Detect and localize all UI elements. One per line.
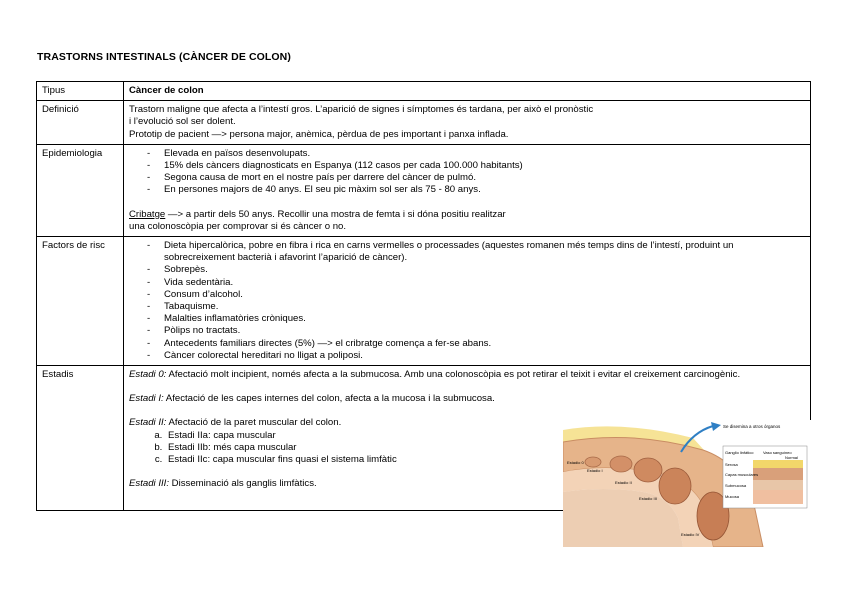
label-estadio-3: Estadio III (639, 496, 657, 501)
label-estadis: Estadis (37, 366, 124, 511)
list-item: - En persones majors de 40 anys. El seu pic màxim sol ser als 75 - 80 anys. (147, 184, 806, 196)
label-estadio-1: Estadio I (587, 468, 603, 473)
list-item: - Elevada en països desenvolupats. (147, 148, 806, 160)
epidemiologia-list (129, 148, 806, 197)
estadi-3-term: Estadi III: (129, 478, 169, 490)
tumor-stage-0 (585, 457, 601, 467)
list-item: - Consum d’alcohol. (147, 289, 806, 301)
factors-content (124, 237, 811, 366)
factors-list (129, 240, 806, 362)
table-header-row (37, 82, 811, 101)
list-item: - Antecedents familiars directes (5%) —> el cribratge comença a fer-se abans. (147, 338, 806, 350)
illustration-caption: Se disemina a otros órganos (723, 424, 781, 429)
header-cancer-de-colon: Càncer de colon (124, 82, 811, 101)
arrow-icon (711, 422, 721, 431)
row-factors-de-risc (37, 237, 811, 366)
list-item: a. Estadi IIa: capa muscular (165, 430, 806, 442)
tumor-stage-3 (659, 468, 691, 504)
tumor-stage-2 (634, 458, 662, 482)
list-item: - Dieta hipercalòrica, pobre en fibra i rica en carns vermelles o processades (aquestes romanen més temps dins de l’intestí, produint un sobrecreixement bacterià i afavorint l’aparició de càncer). (147, 240, 806, 264)
estadi-0-text: Afectació molt incipient, només afecta a la submucosa. Amb una colonoscòpia es pot retirar el teixit i evitar el creixement carcinogènic. (166, 369, 741, 381)
label-estadio-2: Estadio II (615, 480, 632, 485)
cribatge-term: Cribatge (129, 208, 166, 220)
layers-inset (723, 446, 807, 508)
list-item: c. Estadi IIc: capa muscular fins quasi el sistema limfàtic (165, 454, 806, 466)
label-capas: Capas musculares (725, 472, 759, 477)
estadi-0 (129, 369, 806, 381)
label-serosa: Serosa (725, 462, 738, 467)
epidemiologia-content (124, 144, 811, 236)
label-mucosa: Mucosa (725, 494, 740, 499)
row-epidemiologia (37, 144, 811, 236)
cribatge-text: —> a partir dels 50 anys. Recollir una mostra de femta i si dóna positiu realitzar (165, 208, 506, 220)
estadi-0-term: Estadi 0: (129, 369, 167, 381)
list-item: - Sobrepès. (147, 264, 806, 276)
cribatge-line: una colonoscòpia per comprovar si és càncer o no. (129, 220, 347, 232)
label-submucosa: Submucosa (725, 483, 747, 488)
list-item: b. Estadi IIb: més capa muscular (165, 442, 806, 454)
list-item: - Pòlips no tractats. (147, 325, 806, 337)
list-item: - Segona causa de mort en el nostre país per darrere del càncer de pulmó. (147, 172, 806, 184)
label-normal: Normal (785, 455, 798, 460)
tumor-stage-1 (610, 456, 632, 472)
row-definicio (37, 101, 811, 145)
definicio-line: Trastorn maligne que afecta a l’intestí gros. L’aparició de signes i símptomes és tardana, per això el pronòstic (129, 104, 594, 116)
label-factors-de-risc: Factors de risc (37, 237, 124, 366)
definicio-line: i l’evolució sol ser dolent. (129, 116, 236, 128)
label-ganglio: Ganglio linfático (725, 450, 754, 455)
cribatge-line (129, 209, 806, 221)
label-vaso: Vaso sanguíneo (763, 450, 792, 455)
estadi-1-text: Afectació de les capes internes del colon, afecta a la mucosa i la submucosa. (163, 393, 495, 405)
label-definicio: Definició (37, 101, 124, 145)
colon-stages-svg (563, 420, 811, 547)
estadi-1 (129, 393, 806, 405)
list-item: - Càncer colorectal hereditari no lligat a poliposi. (147, 350, 806, 362)
definicio-content (124, 101, 811, 145)
list-item: - Tabaquisme. (147, 301, 806, 313)
list-item: - 15% dels càncers diagnosticats en Espanya (112 casos per cada 100.000 habitants) (147, 160, 806, 172)
definicio-line: Prototip de pacient —> persona major, anèmica, pèrdua de pes important i panxa inflada. (129, 128, 509, 140)
list-item: - Vida sedentària. (147, 277, 806, 289)
label-estadio-0: Estadio 0 (567, 460, 584, 465)
document-title: TRASTORNS INTESTINALS (CÀNCER DE COLON) (37, 51, 291, 63)
list-item: - Malalties inflamatòries cròniques. (147, 313, 806, 325)
estadi-1-term: Estadi I: (129, 393, 164, 405)
header-tipus: Tipus (37, 82, 124, 101)
label-estadio-4: Estadio IV (681, 532, 700, 537)
colon-cancer-stages-illustration (563, 420, 811, 547)
estadi-2-term: Estadi II: (129, 417, 167, 429)
estadi-3-text: Disseminació als ganglis limfàtics. (169, 478, 317, 490)
estadi-2-text: Afectació de la paret muscular del colon. (166, 417, 342, 429)
label-epidemiologia: Epidemiologia (37, 144, 124, 236)
